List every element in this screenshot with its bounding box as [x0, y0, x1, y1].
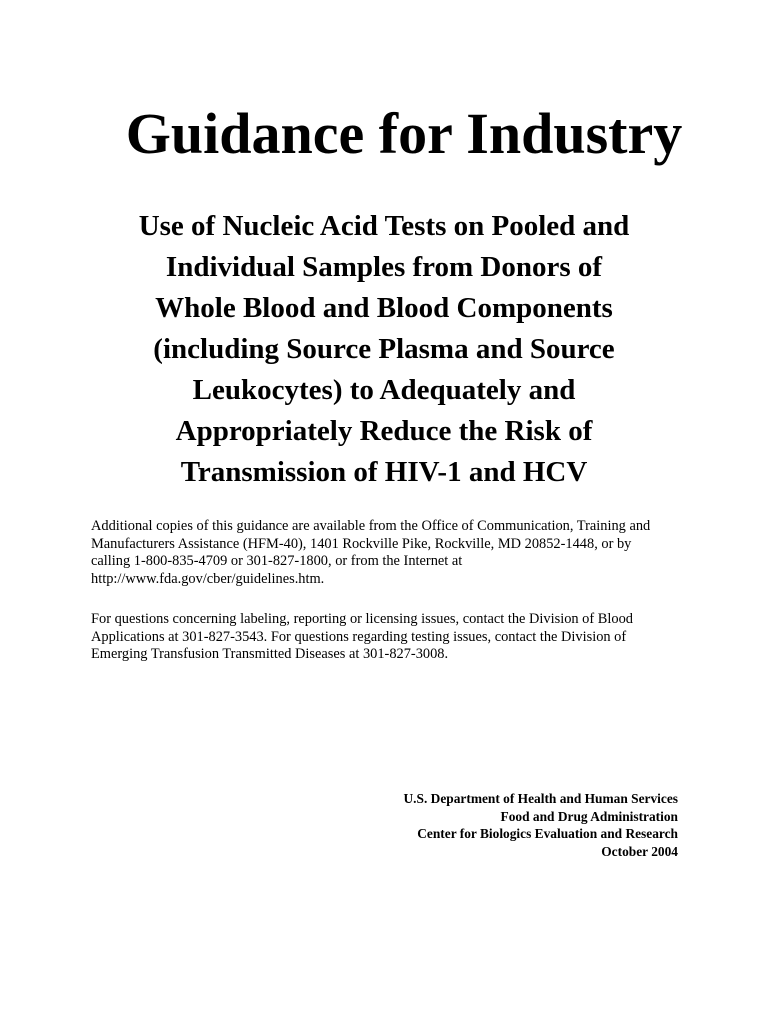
- paragraph-line: Manufacturers Assistance (HFM-40), 1401 Rockville Pike, Rockville, MD 20852-1448, or by: [91, 535, 632, 552]
- center-name: Center for Biologics Evaluation and Research: [417, 826, 678, 842]
- department-name: U.S. Department of Health and Human Services: [403, 791, 678, 806]
- subtitle-line: Use of Nucleic Acid Tests on Pooled and: [138, 210, 630, 242]
- paragraph-line: calling 1-800-835-4709 or 301-827-1800, or from the Internet at: [91, 553, 463, 570]
- paragraph-line: Emerging Transfusion Transmitted Diseases at 301-827-3008.: [91, 646, 449, 663]
- paragraph-line: Additional copies of this guidance are available from the Office of Communication, Training and: [91, 518, 651, 534]
- paragraph-line: Applications at 301-827-3543. For questions regarding testing issues, contact the Division of: [91, 628, 627, 645]
- guidelines-url-line: http://www.fda.gov/cber/guidelines.htm.: [91, 570, 325, 587]
- additional-copies-paragraph: [91, 518, 711, 588]
- administration-name: Food and Drug Administration: [500, 808, 678, 824]
- document-subtitle: [70, 206, 698, 493]
- questions-contact-paragraph: [91, 611, 711, 664]
- subtitle-line: (including Source Plasma and Source: [153, 333, 615, 365]
- subtitle-line: Leukocytes) to Adequately and: [192, 374, 576, 406]
- paragraph-line: For questions concerning labeling, reporting or licensing issues, contact the Division of Blood: [91, 611, 633, 627]
- document-title: Guidance for Industry: [125, 101, 683, 166]
- subtitle-line: Appropriately Reduce the Risk of: [175, 415, 593, 447]
- subtitle-line: Whole Blood and Blood Components: [155, 292, 613, 324]
- subtitle-line: Individual Samples from Donors of: [165, 251, 603, 283]
- subtitle-line: Transmission of HIV-1 and HCV: [180, 456, 588, 488]
- agency-block: [404, 790, 679, 860]
- publication-date: October 2004: [601, 843, 678, 859]
